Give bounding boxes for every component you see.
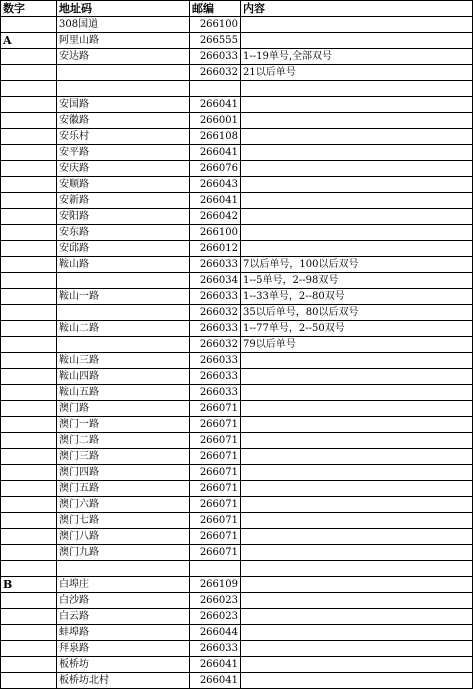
postcode-cell[interactable]: 266071	[190, 513, 241, 529]
content-cell[interactable]	[241, 193, 473, 209]
content-cell[interactable]	[241, 657, 473, 673]
number-cell[interactable]	[1, 353, 57, 369]
address-cell[interactable]: 安邱路	[57, 241, 190, 257]
postcode-cell[interactable]: 266033	[190, 369, 241, 385]
content-cell[interactable]: 35以后单号，80以后双号	[241, 305, 473, 321]
content-cell[interactable]	[241, 449, 473, 465]
postcode-cell[interactable]: 266071	[190, 433, 241, 449]
content-cell[interactable]: 7以后单号，100以后双号	[241, 257, 473, 273]
content-cell[interactable]	[241, 209, 473, 225]
postcode-cell[interactable]: 266555	[190, 33, 241, 49]
number-cell[interactable]	[1, 369, 57, 385]
content-cell[interactable]	[241, 17, 473, 33]
postcode-cell[interactable]: 266033	[190, 257, 241, 273]
address-cell[interactable]: 安国路	[57, 97, 190, 113]
content-cell[interactable]	[241, 481, 473, 497]
table-row	[1, 609, 473, 625]
table-row	[1, 481, 473, 497]
postcode-cell[interactable]: 266033	[190, 385, 241, 401]
content-cell[interactable]	[241, 433, 473, 449]
postcode-cell[interactable]: 266071	[190, 545, 241, 561]
number-cell[interactable]	[1, 241, 57, 257]
content-cell[interactable]	[241, 353, 473, 369]
content-cell[interactable]	[241, 81, 473, 97]
number-cell[interactable]	[1, 417, 57, 433]
content-cell[interactable]	[241, 385, 473, 401]
content-cell[interactable]: 1--5单号，2--98双号	[241, 273, 473, 289]
content-cell[interactable]	[241, 33, 473, 49]
address-cell[interactable]: 白埠庄	[57, 577, 190, 593]
postcode-cell[interactable]: 266033	[190, 641, 241, 657]
number-cell[interactable]	[1, 657, 57, 673]
content-cell[interactable]	[241, 113, 473, 129]
table-row	[1, 593, 473, 609]
address-cell[interactable]: 澳门六路	[57, 497, 190, 513]
postcode-cell[interactable]: 266071	[190, 449, 241, 465]
table-row	[1, 241, 473, 257]
number-cell[interactable]	[1, 625, 57, 641]
address-cell[interactable]: 安乐村	[57, 129, 190, 145]
table-row	[1, 81, 473, 97]
content-cell[interactable]: 1--19单号,全部双号	[241, 49, 473, 65]
postcode-cell[interactable]: 266044	[190, 625, 241, 641]
address-cell[interactable]: 安达路	[57, 49, 190, 65]
postcode-cell[interactable]: 266041	[190, 97, 241, 113]
postcode-cell[interactable]	[190, 81, 241, 97]
postcode-cell[interactable]: 266023	[190, 609, 241, 625]
table-row	[1, 113, 473, 129]
address-cell[interactable]: 板桥坊北村	[57, 673, 190, 689]
number-cell[interactable]	[1, 193, 57, 209]
postcode-cell[interactable]: 266033	[190, 289, 241, 305]
address-cell[interactable]: 白云路	[57, 609, 190, 625]
number-cell[interactable]	[1, 113, 57, 129]
table-row	[1, 177, 473, 193]
postcode-cell[interactable]: 266108	[190, 129, 241, 145]
address-cell[interactable]: 澳门二路	[57, 433, 190, 449]
address-cell[interactable]: 澳门路	[57, 401, 190, 417]
number-cell[interactable]	[1, 593, 57, 609]
table-row	[1, 65, 473, 81]
table-row	[1, 673, 473, 689]
table-row	[1, 145, 473, 161]
postcode-cell[interactable]: 266033	[190, 321, 241, 337]
number-cell[interactable]	[1, 673, 57, 689]
number-cell[interactable]	[1, 65, 57, 81]
number-cell[interactable]	[1, 145, 57, 161]
number-cell[interactable]	[1, 129, 57, 145]
table-row	[1, 577, 473, 593]
table-row	[1, 49, 473, 65]
content-cell[interactable]	[241, 641, 473, 657]
postcode-cell[interactable]: 266034	[190, 273, 241, 289]
address-cell[interactable]: 安徽路	[57, 113, 190, 129]
table-row	[1, 433, 473, 449]
number-cell[interactable]: B	[1, 577, 57, 593]
postcode-cell[interactable]: 266109	[190, 577, 241, 593]
content-cell[interactable]	[241, 513, 473, 529]
postcode-cell[interactable]: 266012	[190, 241, 241, 257]
address-cell[interactable]: 安东路	[57, 225, 190, 241]
address-cell[interactable]: 蚌埠路	[57, 625, 190, 641]
number-cell[interactable]	[1, 449, 57, 465]
content-cell[interactable]: 1--77单号，2--50双号	[241, 321, 473, 337]
content-cell[interactable]	[241, 417, 473, 433]
number-cell[interactable]	[1, 465, 57, 481]
content-cell[interactable]	[241, 625, 473, 641]
table-row	[1, 561, 473, 577]
number-cell[interactable]	[1, 529, 57, 545]
address-cell[interactable]: 白沙路	[57, 593, 190, 609]
number-cell[interactable]	[1, 225, 57, 241]
header-cell-address-code[interactable]: 地址码	[57, 1, 190, 17]
number-cell[interactable]	[1, 561, 57, 577]
content-cell[interactable]	[241, 129, 473, 145]
number-cell[interactable]	[1, 321, 57, 337]
content-cell[interactable]: 79以后单号	[241, 337, 473, 353]
number-cell[interactable]	[1, 497, 57, 513]
table-row	[1, 289, 473, 305]
address-cell[interactable]: 澳门七路	[57, 513, 190, 529]
content-cell[interactable]	[241, 161, 473, 177]
address-cell[interactable]: 安顺路	[57, 177, 190, 193]
address-cell[interactable]: 澳门五路	[57, 481, 190, 497]
content-cell[interactable]	[241, 369, 473, 385]
content-cell[interactable]	[241, 97, 473, 113]
content-cell[interactable]	[241, 609, 473, 625]
number-cell[interactable]	[1, 481, 57, 497]
address-cell[interactable]	[57, 337, 190, 353]
address-cell[interactable]	[57, 81, 190, 97]
table-row	[1, 385, 473, 401]
postcode-cell[interactable]: 266071	[190, 481, 241, 497]
address-cell[interactable]	[57, 273, 190, 289]
table-row	[1, 401, 473, 417]
content-cell[interactable]	[241, 145, 473, 161]
address-cell[interactable]: 安新路	[57, 193, 190, 209]
postcode-cell[interactable]: 266041	[190, 657, 241, 673]
address-cell[interactable]	[57, 561, 190, 577]
table-row	[1, 257, 473, 273]
address-cell[interactable]: 拜泉路	[57, 641, 190, 657]
table-row	[1, 225, 473, 241]
content-cell[interactable]	[241, 561, 473, 577]
content-cell[interactable]	[241, 497, 473, 513]
table-row	[1, 209, 473, 225]
address-cell[interactable]: 澳门三路	[57, 449, 190, 465]
header-row	[1, 1, 473, 17]
table-row	[1, 129, 473, 145]
address-cell[interactable]: 鞍山三路	[57, 353, 190, 369]
address-cell[interactable]: 澳门一路	[57, 417, 190, 433]
postcode-cell[interactable]: 266041	[190, 145, 241, 161]
address-cell[interactable]: 鞍山四路	[57, 369, 190, 385]
address-cell[interactable]: 308国道	[57, 17, 190, 33]
content-cell[interactable]	[241, 673, 473, 689]
table-row	[1, 161, 473, 177]
postcode-cell[interactable]: 266042	[190, 209, 241, 225]
content-cell[interactable]	[241, 225, 473, 241]
content-cell[interactable]	[241, 401, 473, 417]
number-cell[interactable]	[1, 513, 57, 529]
number-cell[interactable]	[1, 401, 57, 417]
content-cell[interactable]	[241, 545, 473, 561]
table-row	[1, 273, 473, 289]
number-cell[interactable]	[1, 337, 57, 353]
postcode-cell[interactable]: 266071	[190, 529, 241, 545]
content-cell[interactable]: 1--33单号，2--80双号	[241, 289, 473, 305]
table-row	[1, 497, 473, 513]
postcode-cell[interactable]: 266001	[190, 113, 241, 129]
address-cell[interactable]: 澳门四路	[57, 465, 190, 481]
number-cell[interactable]	[1, 49, 57, 65]
table-row	[1, 369, 473, 385]
address-cell[interactable]: 板桥坊	[57, 657, 190, 673]
content-cell[interactable]	[241, 529, 473, 545]
number-cell[interactable]	[1, 177, 57, 193]
postcode-cell[interactable]: 266071	[190, 401, 241, 417]
table-row	[1, 33, 473, 49]
table-row	[1, 321, 473, 337]
address-cell[interactable]: 鞍山路	[57, 257, 190, 273]
number-cell[interactable]	[1, 161, 57, 177]
address-cell[interactable]: 阿里山路	[57, 33, 190, 49]
content-cell[interactable]	[241, 577, 473, 593]
table-row	[1, 449, 473, 465]
content-cell[interactable]	[241, 177, 473, 193]
postcode-cell[interactable]: 266100	[190, 17, 241, 33]
table-row	[1, 641, 473, 657]
number-cell[interactable]	[1, 273, 57, 289]
header-cell-content[interactable]: 内容	[241, 1, 473, 17]
table-row	[1, 625, 473, 641]
table-row	[1, 417, 473, 433]
number-cell[interactable]	[1, 81, 57, 97]
postcode-cell[interactable]: 266041	[190, 673, 241, 689]
number-cell[interactable]	[1, 97, 57, 113]
content-cell[interactable]	[241, 465, 473, 481]
table-row	[1, 97, 473, 113]
postcode-cell[interactable]: 266043	[190, 177, 241, 193]
number-cell[interactable]	[1, 17, 57, 33]
content-cell[interactable]: 21以后单号	[241, 65, 473, 81]
number-cell[interactable]	[1, 433, 57, 449]
postcode-cell[interactable]: 266071	[190, 465, 241, 481]
table-row	[1, 17, 473, 33]
address-cell[interactable]: 安阳路	[57, 209, 190, 225]
spreadsheet-body	[1, 1, 473, 689]
postcode-cell[interactable]: 266033	[190, 49, 241, 65]
postcode-cell[interactable]: 266033	[190, 353, 241, 369]
postcode-cell[interactable]: 266071	[190, 417, 241, 433]
number-cell[interactable]	[1, 641, 57, 657]
content-cell[interactable]	[241, 241, 473, 257]
address-cell[interactable]: 安庆路	[57, 161, 190, 177]
postcode-cell[interactable]: 266032	[190, 65, 241, 81]
content-cell[interactable]	[241, 593, 473, 609]
table-row	[1, 305, 473, 321]
postcode-cell[interactable]: 266071	[190, 497, 241, 513]
postcode-cell[interactable]: 266041	[190, 193, 241, 209]
table-row	[1, 337, 473, 353]
header-cell-postcode[interactable]: 邮编	[190, 1, 241, 17]
address-cell[interactable]	[57, 305, 190, 321]
address-cell[interactable]: 安平路	[57, 145, 190, 161]
number-cell[interactable]	[1, 305, 57, 321]
address-cell[interactable]: 澳门八路	[57, 529, 190, 545]
postcode-cell[interactable]: 266100	[190, 225, 241, 241]
postcode-cell[interactable]: 266032	[190, 305, 241, 321]
number-cell[interactable]	[1, 609, 57, 625]
postcode-cell[interactable]: 266023	[190, 593, 241, 609]
number-cell[interactable]	[1, 545, 57, 561]
number-cell[interactable]	[1, 209, 57, 225]
number-cell[interactable]: A	[1, 33, 57, 49]
number-cell[interactable]	[1, 289, 57, 305]
table-row	[1, 193, 473, 209]
postcode-cell[interactable]: 266076	[190, 161, 241, 177]
table-row	[1, 545, 473, 561]
postcode-cell[interactable]	[190, 561, 241, 577]
table-row	[1, 353, 473, 369]
number-cell[interactable]	[1, 385, 57, 401]
header-cell-number[interactable]: 数字	[1, 1, 57, 17]
table-row	[1, 513, 473, 529]
address-cell[interactable]	[57, 65, 190, 81]
address-cell[interactable]: 鞍山二路	[57, 321, 190, 337]
address-cell[interactable]: 鞍山一路	[57, 289, 190, 305]
table-row	[1, 529, 473, 545]
table-row	[1, 657, 473, 673]
address-cell[interactable]: 鞍山五路	[57, 385, 190, 401]
table-row	[1, 465, 473, 481]
postcode-cell[interactable]: 266032	[190, 337, 241, 353]
number-cell[interactable]	[1, 257, 57, 273]
address-cell[interactable]: 澳门九路	[57, 545, 190, 561]
